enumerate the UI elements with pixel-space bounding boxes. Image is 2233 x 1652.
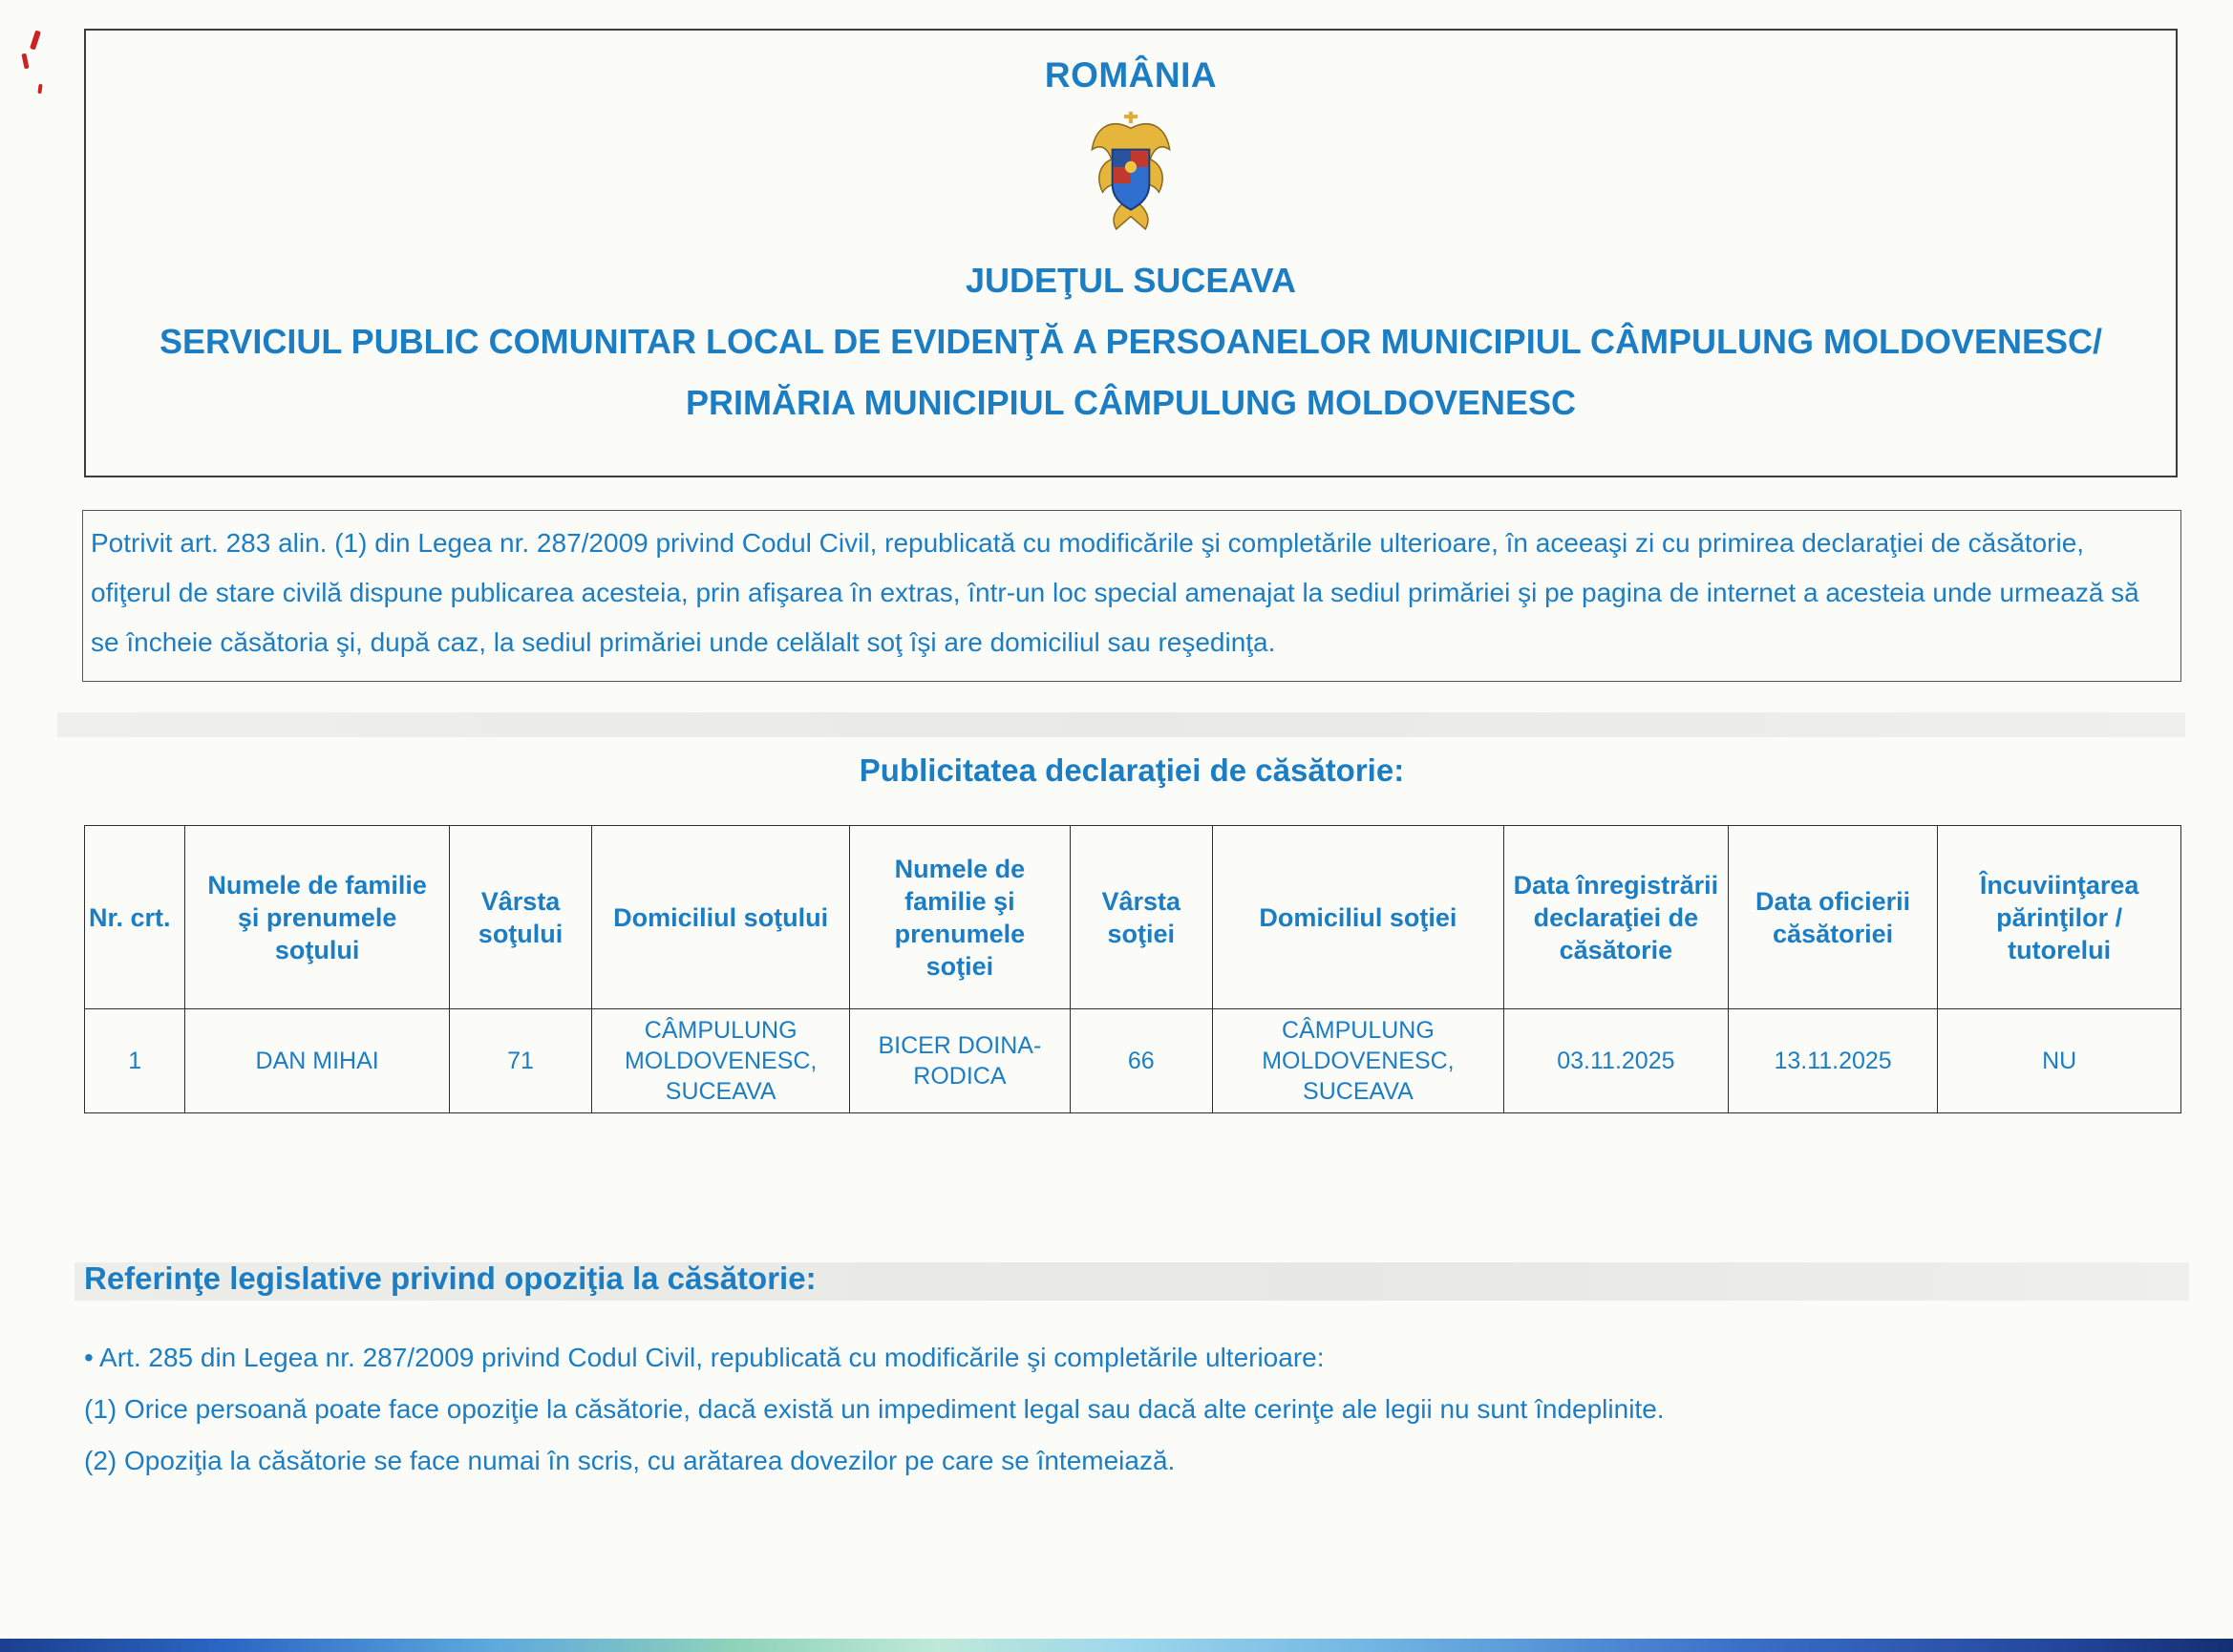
reference-item: (1) Orice persoană poate face opoziţie la căsătorie, dacă există un impediment legal sau dacă alte cerinţe ale legii nu sunt îndeplinite.	[84, 1394, 1665, 1424]
col-header-varsta-sot: Vârsta soţului	[449, 826, 591, 1009]
city-hall-name: PRIMĂRIA MUNICIPIUL CÂMPULUNG MOLDOVENESC	[685, 383, 1576, 422]
references-title: Referinţe legislative privind opoziţia la căsătorie:	[84, 1260, 817, 1296]
references-body	[84, 1339, 2181, 1480]
red-scan-artifact	[30, 31, 41, 51]
col-header-domiciliu-sotie: Domiciliul soţiei	[1212, 826, 1503, 1009]
col-header-nume-sot: Numele de familie şi prenumele soţului	[185, 826, 450, 1009]
references-heading-wrap	[84, 1257, 2189, 1303]
cell-domiciliu-sotie: CÂMPULUNG MOLDOVENESC, SUCEAVA	[1212, 1009, 1503, 1113]
col-header-varsta-sotie: Vârsta soţiei	[1070, 826, 1212, 1009]
col-header-domiciliu-sot: Domiciliul soţului	[592, 826, 850, 1009]
cell-nume-sotie: BICER DOINA-RODICA	[850, 1009, 1070, 1113]
col-header-data-inregistrarii: Data înregistrării declaraţiei de căsătorie	[1503, 826, 1728, 1009]
document-page	[0, 29, 2233, 1652]
publicity-section-title: Publicitatea declaraţiei de căsătorie:	[859, 752, 1405, 788]
col-header-data-oficierii: Data oficierii căsătoriei	[1728, 826, 1938, 1009]
cell-nume-sot: DAN MIHAI	[185, 1009, 450, 1113]
legal-notice-box	[82, 510, 2181, 682]
scanner-edge-artifact	[0, 1639, 2233, 1652]
reference-item: • Art. 285 din Legea nr. 287/2009 privind Codul Civil, republicată cu modificările şi completările ulterioare:	[84, 1343, 1325, 1372]
scan-gray-band	[57, 712, 2185, 737]
cell-domiciliu-sot: CÂMPULUNG MOLDOVENESC, SUCEAVA	[592, 1009, 850, 1113]
reference-item: (2) Opoziţia la căsătorie se face numai în scris, cu arătarea dovezilor pe care se întemeiază.	[84, 1446, 1176, 1475]
cell-varsta-sot: 71	[449, 1009, 591, 1113]
county-title: JUDEŢUL SUCEAVA	[965, 261, 1297, 300]
table-header-row	[85, 826, 2181, 1009]
romania-coat-of-arms-icon	[1087, 111, 1175, 237]
country-title: ROMÂNIA	[1044, 55, 1218, 95]
cell-nr-crt: 1	[85, 1009, 185, 1113]
col-header-nume-sotie: Numele de familie şi prenumele soţiei	[850, 826, 1070, 1009]
col-header-nr-crt: Nr. crt.	[85, 826, 185, 1009]
cell-varsta-sotie: 66	[1070, 1009, 1212, 1113]
red-scan-artifact	[21, 53, 29, 70]
legal-notice-text: Potrivit art. 283 alin. (1) din Legea nr. 287/2009 privind Codul Civil, republicată cu modificările şi completările ulterioare, în aceeaşi zi cu primirea declaraţiei de căsătorie, ofiţerul de stare civilă dispune publicarea acesteia, prin afişarea în extras, într-un loc special amenajat la sediul primăriei şi pe pagina de internet a acesteia unde urmează să se încheie căsătoria şi, după caz, la sediul primăriei unde celălalt soţ îşi are domiciliul sau reşedinţa.	[91, 528, 2139, 657]
cell-data-oficierii: 13.11.2025	[1728, 1009, 1938, 1113]
table-row	[85, 1009, 2181, 1113]
cell-data-inregistrarii: 03.11.2025	[1503, 1009, 1728, 1113]
letterhead-box	[84, 29, 2178, 477]
marriage-declaration-table	[84, 825, 2181, 1113]
institution-name: SERVICIUL PUBLIC COMUNITAR LOCAL DE EVIDENŢĂ A PERSOANELOR MUNICIPIUL CÂMPULUNG MOLDOVENESC/	[159, 322, 2103, 361]
col-header-incuviintarea: Încuviinţarea părinţilor / tutorelui	[1938, 826, 2181, 1009]
cell-incuviintarea: NU	[1938, 1009, 2181, 1113]
red-scan-artifact	[37, 84, 42, 94]
